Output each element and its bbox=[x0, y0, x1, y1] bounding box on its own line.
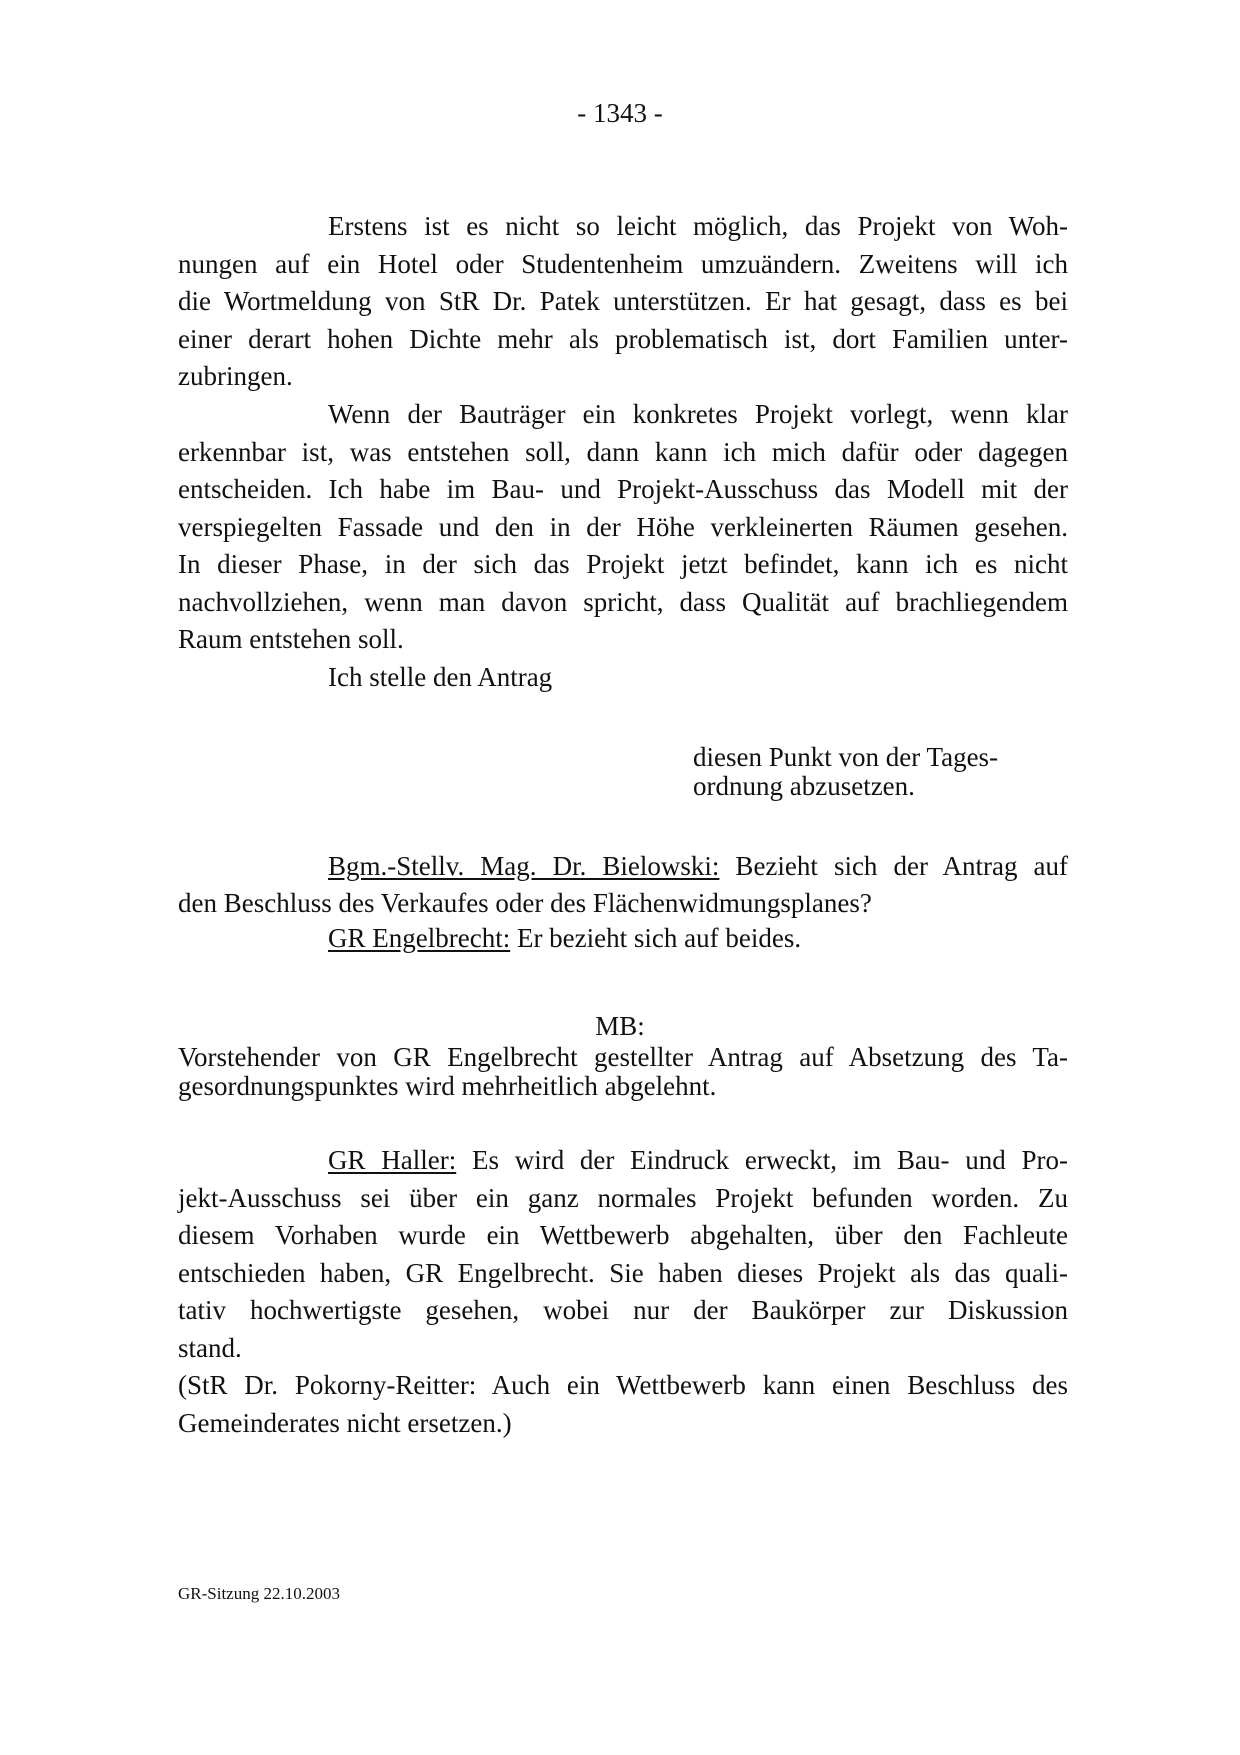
text-line: tativ hochwertigste gesehen, wobei nur der Baukörper zur Diskussion bbox=[178, 1295, 1068, 1325]
text-line: verspiegelten Fassade und den in der Höhe verkleinerten Räumen gesehen. bbox=[178, 511, 1068, 542]
text-line: den Beschluss des Verkaufes oder des Flächenwidmungsplanes? bbox=[178, 887, 872, 918]
text-line: erkennbar ist, was entstehen soll, dann kann ich mich dafür oder dagegen bbox=[178, 436, 1068, 467]
resolution-text bbox=[178, 1043, 1068, 1101]
text-line: jekt-Ausschuss sei über ein ganz normales Projekt befunden worden. Zu bbox=[178, 1182, 1068, 1213]
speech-text: Bezieht sich der Antrag auf bbox=[719, 851, 1068, 881]
text-line: Vorstehender von GR Engelbrecht gestellter Antrag auf Absetzung des Ta- bbox=[178, 1042, 1068, 1072]
text-line: In dieser Phase, in der sich das Projekt jetzt befindet, kann ich es nicht bbox=[178, 549, 1068, 579]
speaker-name: GR Engelbrecht: bbox=[328, 922, 511, 953]
text-line: Wenn der Bauträger ein konkretes Projekt vorlegt, wenn klar bbox=[328, 399, 1068, 429]
text-line: stand. bbox=[178, 1332, 242, 1363]
paragraph-3 bbox=[178, 659, 1068, 697]
text-line: entscheiden. Ich habe im Bau- und Projekt-Ausschuss das Modell mit der bbox=[178, 474, 1068, 504]
text-line bbox=[178, 848, 1068, 886]
paragraph-1 bbox=[178, 208, 1068, 396]
speaker-name: Bgm.-Stellv. Mag. Dr. Bielowski: bbox=[328, 851, 720, 881]
text-line: diesem Vorhaben wurde ein Wettbewerb abgehalten, über den Fachleute bbox=[178, 1220, 1068, 1250]
text-line: entschieden haben, GR Engelbrecht. Sie haben dieses Projekt als das quali- bbox=[178, 1257, 1068, 1288]
speaker-name: GR Haller: bbox=[328, 1145, 457, 1175]
paragraph-haller bbox=[178, 1142, 1068, 1442]
text-line: Raum entstehen soll. bbox=[178, 624, 404, 654]
text-line bbox=[178, 920, 1068, 956]
text-line: die Wortmeldung von StR Dr. Patek unterstützen. Er hat gesagt, dass es bei bbox=[178, 286, 1068, 316]
text-line: diesen Punkt von der Tages- bbox=[693, 742, 999, 772]
text-line bbox=[178, 1142, 1068, 1180]
text-line: nachvollziehen, wenn man davon spricht, dass Qualität auf brachliegendem bbox=[178, 586, 1068, 617]
text-line: Ich stelle den Antrag bbox=[328, 662, 553, 692]
text-line: gesordnungspunktes wird mehrheitlich abgelehnt. bbox=[178, 1071, 717, 1101]
resolution-label: MB: bbox=[595, 1011, 645, 1041]
text-line: (StR Dr. Pokorny-Reitter: Auch ein Wettbewerb kann einen Beschluss des bbox=[178, 1370, 1068, 1400]
motion-text bbox=[693, 743, 998, 801]
text-line: Gemeinderates nicht ersetzen.) bbox=[178, 1407, 512, 1438]
text-line: einer derart hohen Dichte mehr als problematisch ist, dort Familien unter- bbox=[178, 323, 1068, 354]
speech-text: Es wird der Eindruck erweckt, im Bau- und Pro- bbox=[456, 1145, 1068, 1175]
text-line: nungen auf ein Hotel oder Studentenheim umzuändern. Zweitens will ich bbox=[178, 248, 1068, 279]
text-line: Erstens ist es nicht so leicht möglich, das Projekt von Woh- bbox=[328, 211, 1068, 241]
page-number: - 1343 - bbox=[577, 98, 663, 128]
text-line: zubringen. bbox=[178, 361, 293, 391]
paragraph-2 bbox=[178, 396, 1068, 659]
text-line: ordnung abzusetzen. bbox=[693, 771, 915, 801]
speaker-exchange bbox=[178, 848, 1068, 956]
footer: GR-Sitzung 22.10.2003 bbox=[178, 1584, 340, 1603]
speech-text: Er bezieht sich auf beides. bbox=[510, 922, 802, 953]
